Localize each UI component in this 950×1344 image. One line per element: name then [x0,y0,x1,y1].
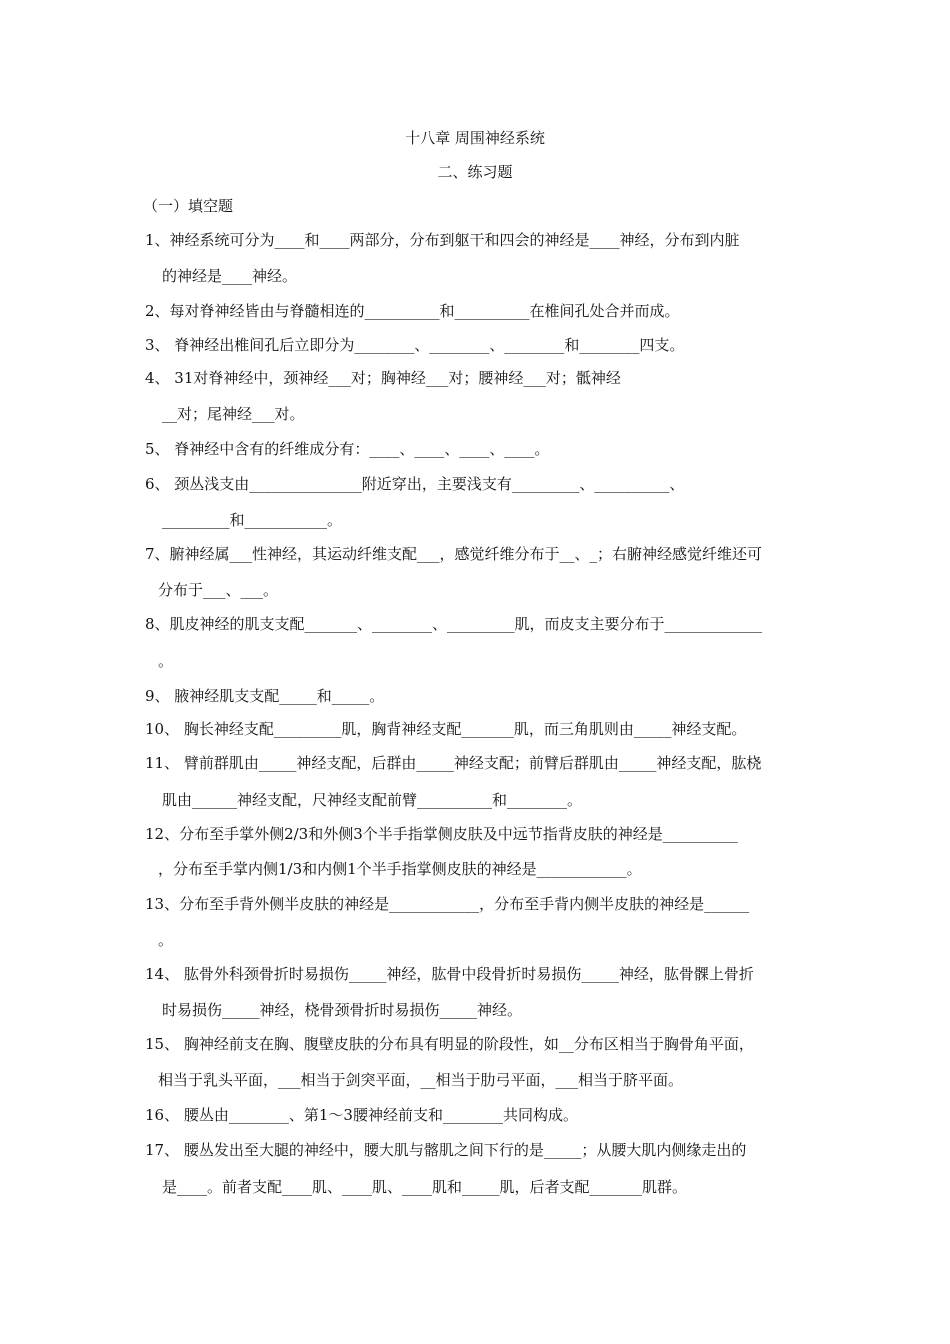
question-line: 是____。前者支配____肌、____肌、____肌和_____肌，后者支配_______肌群。 [162,1178,688,1196]
question-line: 17、 腰丛发出至大腿的神经中，腰大肌与髂肌之间下行的是_____；从腰大肌内侧缘走出的 [145,1141,747,1159]
question-line: 9、 腋神经肌支支配_____和_____。 [145,687,385,705]
question-line: 3、 脊神经出椎间孔后立即分为________、________、________和________四支。 [145,336,685,354]
question-line: 时易损伤_____神经，桡骨颈骨折时易损伤_____神经。 [162,1001,523,1019]
question-line: 10、 胸长神经支配_________肌，胸背神经支配_______肌，而三角肌则由_____神经支配。 [145,720,747,738]
question-line: 15、 胸神经前支在胸、腹壁皮肤的分布具有明显的阶段性，如__分布区相当于胸骨角平面， [145,1035,754,1053]
question-line: __对；尾神经___对。 [162,405,305,423]
question-line: 8、肌皮神经的肌支支配_______、________、_________肌，而皮支主要分布于_____________ [145,615,763,633]
section-heading: （一）填空题 [143,197,234,215]
question-line: 肌由______神经支配，尺神经支配前臂__________和________。 [162,791,583,809]
question-line: 1、神经系统可分为____和____两部分，分布到躯干和四会的神经是____神经，分布到内脏 [145,231,740,249]
question-line: _________和___________。 [162,511,343,529]
question-line: 14、 肱骨外科颈骨折时易损伤_____神经，肱骨中段骨折时易损伤_____神经，肱骨髁上骨折 [145,965,754,983]
question-line: 11、 臂前群肌由_____神经支配，后群由_____神经支配；前臂后群肌由_____神经支配，肱桡 [145,754,762,772]
question-line: 6、 颈丛浅支由_______________附近穿出，主要浅支有_________、__________、 [145,475,685,493]
question-line: 。 [158,652,174,670]
question-line: 12、分布至手掌外侧2/3和外侧3个半手指掌侧皮肤及中远节指背皮肤的神经是__________ [145,825,738,843]
question-line: 7、腑神经属___性神经，其运动纤维支配___，感觉纤维分布于__、_；右腑神经感觉纤维还可 [145,545,763,563]
question-line: 13、分布至手背外侧半皮肤的神经是____________，分布至手背内侧半皮肤的神经是______ [145,895,750,913]
question-line: 分布于___、___。 [158,581,279,599]
question-line: 2、每对脊神经皆由与脊髓相连的__________和__________在椎间孔处合并而成。 [145,302,680,320]
question-line: 16、 腰丛由________、第1～3腰神经前支和________共同构成。 [145,1106,578,1124]
question-line: ，分布至手掌内侧1/3和内侧1个半手指掌侧皮肤的神经是____________。 [158,860,642,878]
question-line: 的神经是____神经。 [162,267,298,285]
exercise-heading: 二、练习题 [437,163,513,181]
question-line: 4、 31对脊神经中，颈神经___对；胸神经___对；腰神经___对；骶神经 [145,369,621,387]
question-line: 。 [158,931,174,949]
question-line: 相当于乳头平面，___相当于剑突平面，__相当于肋弓平面，___相当于脐平面。 [158,1071,684,1089]
question-line: 5、 脊神经中含有的纤维成分有：____、____、____、____。 [145,440,550,458]
chapter-title: 十八章 周围神经系统 [405,129,545,147]
